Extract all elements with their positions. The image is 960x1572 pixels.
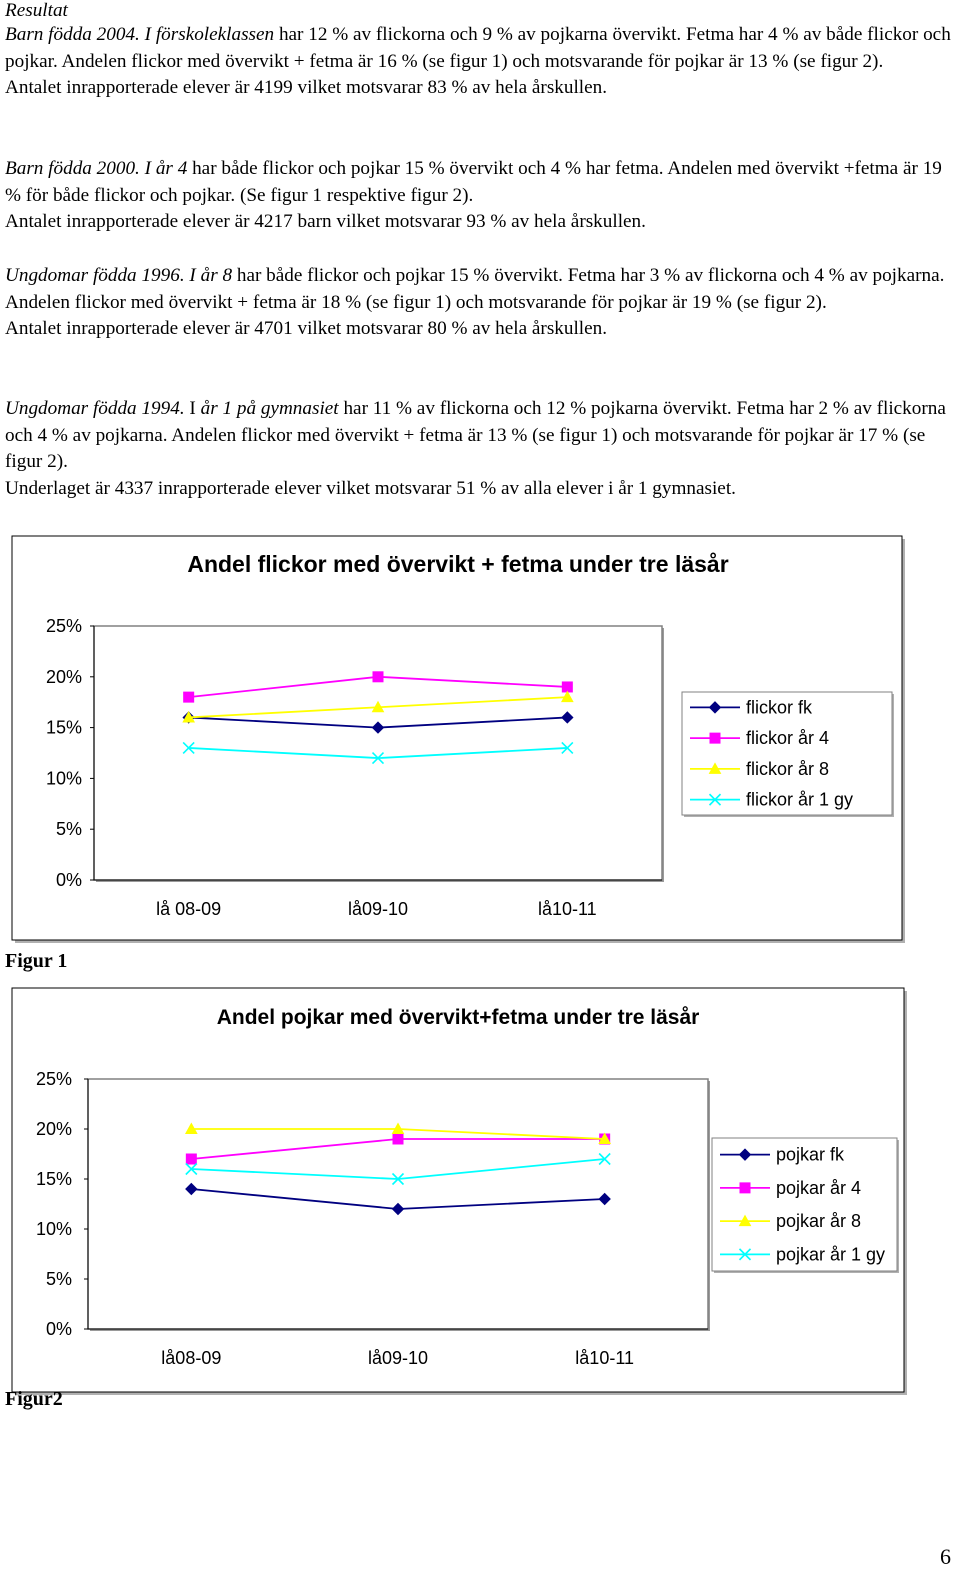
legend-marker xyxy=(740,1183,750,1193)
section-count: Underlaget är 4337 inrapporterade elever vilket motsvarar 51 % av alla elever i år 1 gymnasiet. xyxy=(5,477,736,499)
legend-label: flickor år 4 xyxy=(746,728,830,749)
legend-label: pojkar år 8 xyxy=(776,1211,862,1232)
y-tick-label: 20% xyxy=(35,1119,72,1139)
section-body: har 11 % av flickorna och 12 % pojkarna övervikt. Fetma har 2 % av flickorna och 4 % av pojkarna. Andelen flickor med övervikt + fetma är 13 % (se figur 1) och motsvarande för pojkar är 17 % (se figur 2). xyxy=(5,398,946,473)
data-point xyxy=(373,672,383,682)
heading-text: Resultat xyxy=(5,0,68,21)
section-body: har både flickor och pojkar 15 % övervikt och 4 % har fetma. Andelen med övervikt +fetma är 19 % för både flickor och pojkar. (Se figur 1 respektive figur 2). xyxy=(5,158,942,206)
x-tick-label: lå 08-09 xyxy=(156,899,222,919)
y-tick-label: 10% xyxy=(35,1219,72,1239)
section-born-2000 xyxy=(5,156,955,236)
legend-marker xyxy=(710,733,720,743)
legend-label: flickor år 1 gy xyxy=(746,789,854,810)
y-tick-label: 0% xyxy=(55,870,82,890)
section-count: Antalet inrapporterade elever är 4217 barn vilket motsvarar 93 % av hela årskullen. xyxy=(5,211,646,233)
y-tick-label: 5% xyxy=(55,819,82,840)
x-tick-label: lå09-10 xyxy=(367,1348,429,1368)
page-number: 6 xyxy=(940,1544,951,1569)
x-tick-label: lå09-10 xyxy=(347,899,409,919)
y-tick-label: 5% xyxy=(45,1269,72,1289)
figure-2-label: Figur2 xyxy=(5,1388,63,1410)
results-heading xyxy=(5,0,955,25)
section-lead: Ungdomar födda 1996. I år 8 xyxy=(5,265,233,286)
x-tick-label: lå08-09 xyxy=(161,1348,222,1368)
chart-title: Andel flickor med övervikt + fetma under tre läsår xyxy=(187,551,729,577)
y-tick-label: 25% xyxy=(35,1069,72,1089)
chart-boys-overweight xyxy=(0,982,960,1402)
data-point xyxy=(393,1134,403,1144)
data-point xyxy=(562,682,572,692)
section-lead: Barn födda 2004. I förskoleklassen xyxy=(5,24,275,45)
y-tick-label: 0% xyxy=(45,1319,72,1339)
section-paragraph xyxy=(5,22,955,75)
legend-label: flickor fk xyxy=(746,697,813,718)
legend-label: pojkar fk xyxy=(776,1144,845,1165)
x-tick-label: lå10-11 xyxy=(575,1348,635,1368)
section-count: Antalet inrapporterade elever är 4701 vilket motsvarar 80 % av hela årskullen. xyxy=(5,318,608,340)
x-tick-label: lå10-11 xyxy=(537,899,597,919)
data-point xyxy=(184,692,194,702)
chart-girls-overweight xyxy=(0,530,960,950)
y-tick-label: 15% xyxy=(45,717,82,738)
legend-label: pojkar år 4 xyxy=(776,1177,862,1198)
legend-label: flickor år 8 xyxy=(746,758,830,779)
y-tick-label: 15% xyxy=(35,1169,72,1189)
y-tick-label: 25% xyxy=(45,616,82,636)
chart-title: Andel pojkar med övervikt+fetma under tre läsår xyxy=(216,1006,700,1029)
figure-1-label: Figur 1 xyxy=(5,950,68,972)
y-tick-label: 20% xyxy=(45,666,82,687)
y-tick-label: 10% xyxy=(45,768,82,789)
section-body: har 12 % av flickorna och 9 % av pojkarna övervikt. Fetma har 4 % av både flickor och pojkar. Andelen flickor med övervikt + fetma är 16 % (se figur 1) och motsvarande för pojkar är 13 % (se figur 2). xyxy=(5,24,951,72)
section-born-1996 xyxy=(5,263,955,343)
section-lead: Barn födda 2000. I år 4 xyxy=(5,158,188,179)
section-lead-grade: år 1 på gymnasiet xyxy=(200,398,339,419)
plot-area xyxy=(94,626,662,880)
section-count: Antalet inrapporterade elever är 4199 vilket motsvarar 83 % av hela årskullen. xyxy=(5,77,608,99)
section-connector: I xyxy=(184,398,201,419)
section-born-2004 xyxy=(5,22,955,102)
section-born-1994 xyxy=(5,396,955,502)
data-point xyxy=(186,1154,196,1164)
section-body: har både flickor och pojkar 15 % övervikt. Fetma har 3 % av flickorna och 4 % av pojkarna. Andelen flickor med övervikt + fetma är 18 % (se figur 1) och motsvarande för pojkar är 19 % (se figur 2). xyxy=(5,265,945,313)
section-paragraph xyxy=(5,396,955,476)
section-lead: Ungdomar födda 1994. xyxy=(5,398,185,419)
section-paragraph xyxy=(5,263,955,316)
section-paragraph xyxy=(5,156,955,209)
legend-label: pojkar år 1 gy xyxy=(776,1244,886,1265)
